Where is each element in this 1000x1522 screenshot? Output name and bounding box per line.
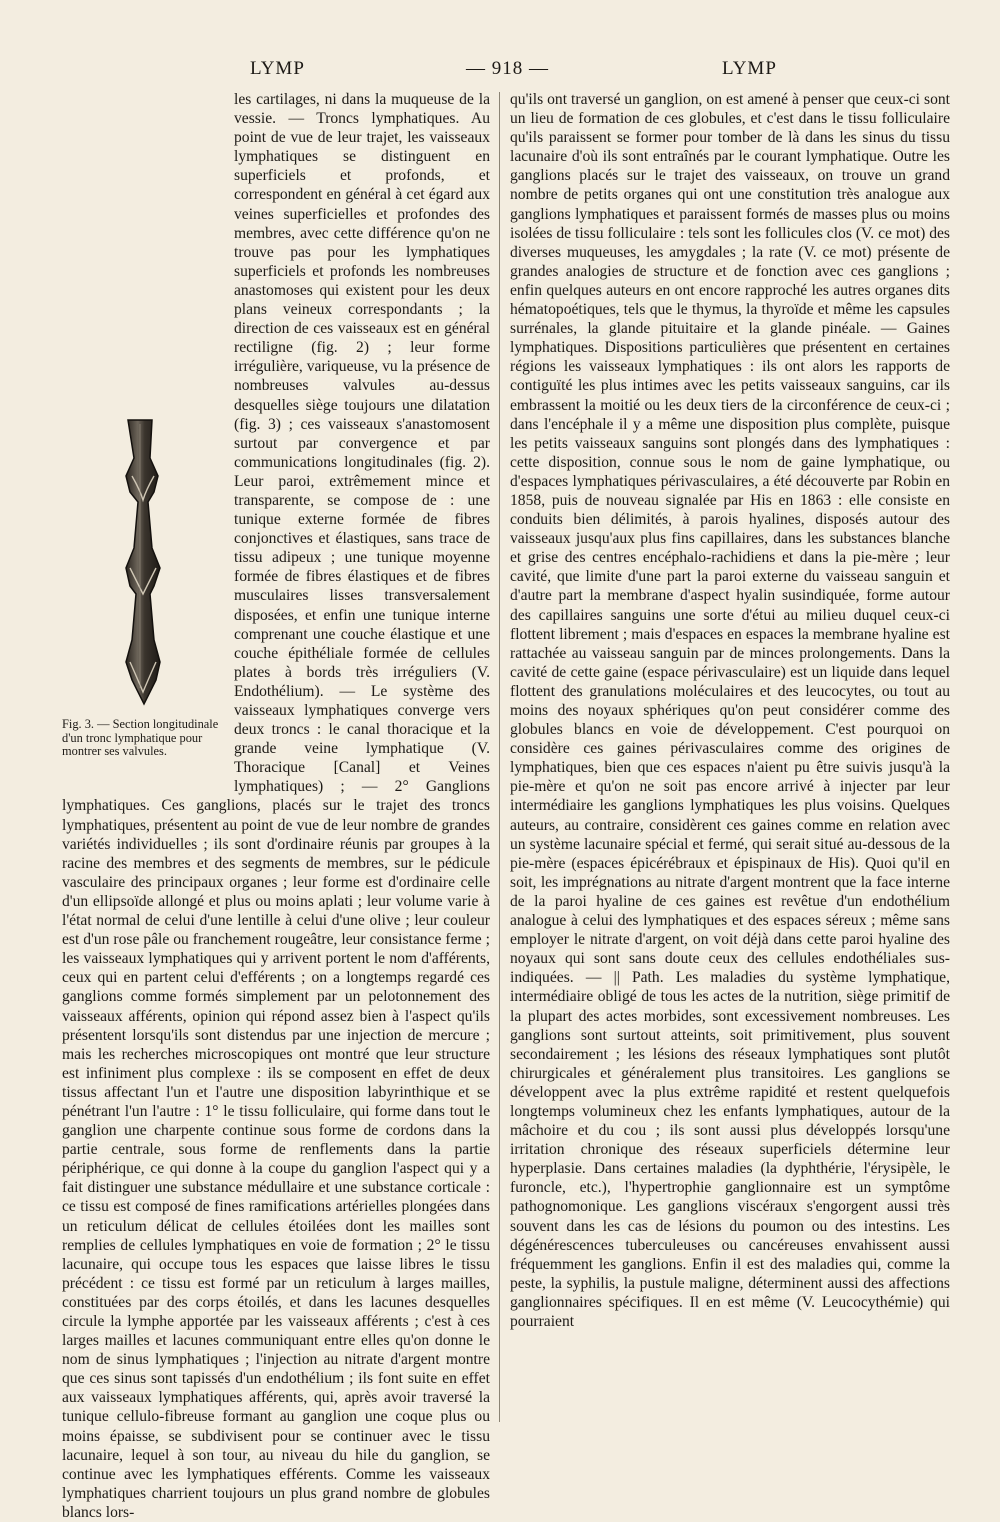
left-column xyxy=(62,90,490,1522)
running-head-right: LYMP xyxy=(722,58,777,79)
right-column xyxy=(510,90,950,1331)
figure-3 xyxy=(62,414,230,792)
lymphatic-vessel-illustration xyxy=(114,418,174,708)
running-head-left: LYMP xyxy=(250,58,305,79)
page-number: — 918 — xyxy=(466,58,549,79)
figure-caption: Fig. 3. — Section longitudinale d'un tronc lymphatique pour montrer ses valvules. xyxy=(62,717,219,759)
column-rule xyxy=(499,92,500,1422)
left-column-text: les cartilages, ni dans la muqueuse de la vessie. — Troncs lymphatiques. Au point de vue de leur trajet, les vaisseaux lymphatiques se distinguent en superficiels et profonds, et correspondent en général à cet égard aux veines superficielles et profondes des membres, avec cette différence qu'on ne trouve pas pour les lymphatiques superficiels et profonds les nombreuses anastomoses qui existent pour les deux plans veineux correspondants ; la direction de ces vaisseaux est en général rectiligne (fig. 2) ; leur forme irrégulière, variqueuse, vu la présence de nombreuses valvules au-dessus desquelles siège toujours une dilatation (fig. 3) ; ces vaisseaux s'anastomosent surtout par convergence et par communications longitudinales (fig. 2). Leur paroi, extrêmement mince et transparente, se compose de : une tunique externe formée de fibres conjonctives et élastiques, sans trace de tissu adipeux ; une tunique moyenne formée de fibres élastiques et de fibres musculaires lisses transversalement disposées, et enfin une tunique interne comprenant une couche élastique et une couche épithéliale formée de cellules plates à bords très irréguliers (V. Endothélium). — Le système des vaisseaux lymphatiques converge vers deux troncs : le canal thoracique et la grande veine lymphatique (V. Thoracique [Canal] et Veines lymphatiques) ; — 2° Ganglions lymphatiques. Ces ganglions, placés sur le trajet des troncs lymphatiques, présentent au point de vue de leur nombre de grandes variétés individuelles ; ils sont d'ordinaire réunis par groupes à la racine des membres et des segments de membres, sur le pédicule vasculaire des principaux organes ; leur forme est d'ordinaire celle d'un ellipsoïde allongé et plus ou moins aplati ; leur volume varie à l'état normal de celui d'une lentille à celui d'une olive ; leur couleur est d'un rose pâle ou franchement rougeâtre, leur consistance ferme ; les vaisseaux lymphatiques qui y arrivent portent le nom d'afférents, ceux qui en partent celui d'efférents ; on a longtemps regardé ces ganglions comme formés simplement par un pelotonnement des vaisseaux afférents, opinion qui répond assez bien à l'aspect qu'ils présentent lorsqu'ils sont distendus par une injection de mercure ; mais les recherches microscopiques ont montré que leur structure est infiniment plus complexe : ils se composent en effet de deux tissus affectant l'un et l'autre une disposition labyrinthique et se pénétrant l'un l'autre : 1° le tissu folliculaire, qui forme dans tout le ganglion une charpente continue sous forme de cordons dans la partie centrale, sous forme de renflements dans la partie périphérique, ce qui donne à la coupe du ganglion l'aspect qui y a fait distinguer une substance médullaire et une substance corticale : ce tissu est composé de fines ramifications artérielles plongées dans un reticulum délicat de cellules étoilées dont les mailles sont remplies de cellules lymphatiques en voie de formation ; 2° le tissu lacunaire, qui occupe tous les espaces que laisse libres le tissu précédent : ce tissu est formé par un reticulum à larges mailles, constituées par des corps étoilés, et dans les lacunes desquelles circule la lymphe apportée par les vaisseaux afférents ; c'est à ces larges mailles et lacunes communiquant entre elles qu'on donne le nom de sinus lymphatiques ; l'injection au nitrate d'argent montre que ces sinus sont tapissés d'un endothélium ; ils font suite en effet aux vaisseaux lymphatiques afférents, qui, après avoir traversé la tunique cellulo-fibreuse formant au ganglion une coque plus ou moins épaisse, se subdivisent pour se continuer avec le tissu lacunaire, lequel à son tour, au niveau du hile du ganglion, se continue avec les lymphatiques efférents. Comme les vaisseaux lymphatiques charrient toujours un plus grand nombre de globules blancs lors- xyxy=(62,91,490,1521)
right-column-text: qu'ils ont traversé un ganglion, on est amené à penser que ceux-ci sont un lieu de formation de ces globules, et c'est dans le tissu folliculaire qu'ils paraissent se former pour tomber de là dans les sinus du tissu lacunaire d'où ils sont entraînés par le courant lymphatique. Outre les ganglions placés sur le trajet des vaisseaux, on trouve un grand nombre de petits organes qui ont une constitution très analogue aux ganglions lymphatiques et paraissent formés de masses plus ou moins isolées de tissu folliculaire : tels sont les follicules clos (V. ce mot) des diverses muqueuses, les amygdales ; la rate (V. ce mot) présente de grandes analogies de structure et de fonction avec ces ganglions ; enfin quelques auteurs en ont encore rapproché les autres organes dits hématopoétiques, tels que le thymus, la thyroïde et même les capsules surrénales, la glande pituitaire et la glande pinéale. — Gaines lymphatiques. Dispositions particulières que présentent en certaines régions les vaisseaux lymphatiques : ils ont alors les rapports de contiguïté les plus intimes avec les petits vaisseaux sanguins, car ils embrassent la moitié ou les deux tiers de la circonférence de ceux-ci ; dans l'encéphale il y a même une disposition plus complète, puisque les petits vaisseaux sanguins sont plongés dans des lymphatiques : cette disposition, connue sous le nom de gaine lymphatique, ou d'espaces lymphatiques périvasculaires, a été découverte par Robin en 1858, puis de nouveau signalée par His en 1863 : elle consiste en conduits bien délimités, à parois hyalines, disposés autour des vaisseaux jusqu'aux plus fins capillaires, dans les substances blanche et grise des centres encéphalo-rachidiens et dans la pie-mère ; leur cavité, que limite d'une part la paroi externe du vaisseau sanguin et d'autre part la membrane d'aspect hyalin susindiquée, forme autour des capillaires sanguins une sorte d'étui au milieu duquel ceux-ci flottent librement ; mais d'espaces en espaces la membrane hyaline est rattachée au vaisseau sanguin par de minces prolongements. Dans la cavité de cette gaine (espace périvasculaire) est un liquide dans lequel flottent des granulations moléculaires et des leucocytes, ou tout au moins des noyaux sphériques qu'on peut considérer comme des globules blancs en voie de développement. C'est pourquoi on considère ces gaines périvasculaires comme des origines de lymphatiques, bien que ces espaces n'aient pu être suivis jusqu'à la pie-mère et qu'on ne soit pas encore arrivé à injecter par leur intermédiaire les ganglions lymphatiques les plus voisins. Quelques auteurs, au contraire, considèrent ces gaines comme en relation avec un système lacunaire spécial et fermé, qui serait situé au-dessous de la pie-mère (espaces épicérébraux et épispinaux de His). Quoi qu'il en soit, les imprégnations au nitrate d'argent montrent que la face interne de la paroi hyaline de ces gaines est revêtue d'un endothélium analogue à celui des lymphatiques et des espaces séreux ; même sans employer le nitrate d'argent, on voit déjà dans cette paroi hyaline des noyaux qui sont sans doute ceux des cellules endothéliales sus-indiquées. — || Path. Les maladies du système lymphatique, intermédiaire obligé de tous les actes de la nutrition, siège primitif de la plupart des actes morbides, sont excessivement nombreuses. Les ganglions sont surtout atteints, soit primitivement, plus souvent secondairement ; les lésions des réseaux lymphatiques sont plutôt chirurgicales et généralement plus transitoires. Les ganglions se développent avec la plus extrême rapidité et restent quelquefois longtemps volumineux chez les enfants lymphatiques, autour de la mâchoire et du cou ; ils sont aussi plus développés lorsqu'une irritation chronique des réseaux superficiels détermine leur hyperplasie. Dans certaines maladies (la dyphthérie, l'érysipèle, le furoncle, etc.), l'hypertrophie ganglionnaire est un symptôme pathognomonique. Les ganglions viscéraux s'engorgent aussi très souvent dans les cas de lésions du poumon ou des intestins. Les dégénérescences tuberculeuses ou cancéreuses envahissent aussi fréquemment les ganglions. Enfin il est des maladies qui, comme la peste, la syphilis, la pustule maligne, déterminent aussi des affections ganglionnaires spécifiques. Il en est même (V. Leucocythémie) qui pourraient xyxy=(510,91,950,1330)
